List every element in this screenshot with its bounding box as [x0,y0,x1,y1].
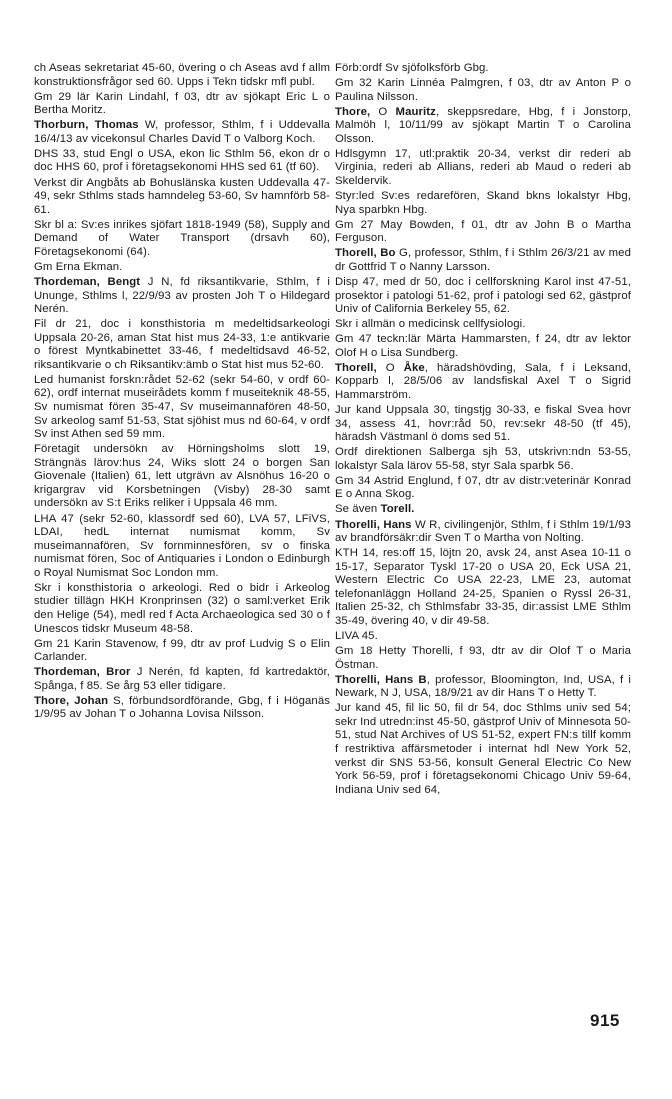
entry-text: , häradshövding, Sala, f i Leksand, Kopparb l, 28/5/06 av landsfiskal Axel T o Sigrid Hammarström. [335,361,631,401]
right-column [335,62,631,799]
biography-entry-thorelli-hans-b [335,674,631,701]
entry-text: J Nerén, fd kapten, fd kartredaktör, Spånga, f 85. Se årg 53 eller tidigare. [34,666,330,692]
entry-text: S, förbundsordförande, Gbg, f i Höganäs 1/9/95 av Johan T o Johanna Lovisa Nilsson. [34,694,331,721]
paragraph: Skr i konsthistoria o arkeologi. Red o bidr i Arkeolog studier tillägn HKH Kronprinsen (32) o saml:verket Erik den Helige (54), medl red f Acta Archaeologica sed 30 o f Unescos tidskr Museum 48-58. [34,581,330,635]
paragraph: Skr i allmän o medicinsk cellfysiologi. [335,318,526,331]
entry-headword: Thordeman, Bengt [34,275,141,288]
see-also-name: Torell. [380,503,415,516]
paragraph: Gm 47 teckn:lär Märta Hammarsten, f 24, dtr av lektor Olof H o Lisa Sundberg. [335,333,631,359]
paragraph: DHS 33, stud Engl o USA, ekon lic Sthlm 56, ekon dr o doc HHS 60, prof i företagsekonomi HHS sed 61 (tf 60). [34,147,330,174]
paragraph: Jur kand 45, fil lic 50, fil dr 54, doc Sthlms univ sed 54; sekr Ind utredn:inst 45-50, gästprof Univ of Minnesota 50-51, stud Nat Archives of US 51-52, expert FN:s tillf komm f restriktiva affärsmetoder i internat hdl New York 52, verkst dir SNS 53-56, konsult General Electric Co New York 56-59, prof i företagsekonomi Chicago Univ 59-64, Indiana Univ sed 64, [335,702,631,796]
paragraph: LHA 47 (sekr 52-60, klassordf sed 60), LVA 57, LFiVS, LDAI, hedL internat numismat komm, Sv museimannafören, Sv fornminnesfören, sv o finska numismat fören, Soc of Antiquaries i London o Edinburgh o Royal Numismat Soc London mm. [34,512,330,579]
paragraph: Gm 32 Karin Linnéa Palmgren, f 03, dtr av Anton P o Paulina Nilsson. [335,77,631,103]
paragraph: Gm 29 lär Karin Lindahl, f 03, dtr av sjökapt Eric L o Bertha Moritz. [34,90,330,117]
paragraph: Fil dr 21, doc i konsthistoria m medeltidsarkeologi Uppsala 20-26, aman Stat hist mus 24-33, 1:e antikvarie o förest Myntkabinettet 33-46, f medeltidsavd 46-52, riksantikvarie o ch Riksantikv:ämb o Stat hist mus 52-60. [34,318,330,371]
entry-headword: Thore, Johan [34,694,109,707]
see-also-reference [335,503,631,517]
paragraph: Led humanist forskn:rådet 52-62 (sekr 54-60, v ordf 60-62), ordf internat museirådets komm f museiteknik 48-55, Sv numismat fören 35-47, Sv museimannafören 48-50, Sv arkeolog samf 51-53, Stat sjöhist mus nd 60-64, v ordf Sv inst Athen sed 59 mm. [34,373,330,441]
biography-entry-thorburn [34,119,330,146]
entry-initial: O [376,361,404,374]
paragraph: Gm Erna Ekman. [34,260,123,273]
entry-headword: Thordeman, Bror [34,666,131,679]
entry-text: , skeppsredare, Hbg, f i Jonstorp, Malmöh l, 10/11/99 av sjökapt Martin T o Carolina Olsson. [335,105,631,145]
paragraph: Hdlsgymn 17, utl:praktik 20-34, verkst dir rederi ab Virginia, rederi ab Allians, rederi ab Maud o rederi ab Skeldervik. [335,147,631,187]
paragraph: Företagit undersökn av Hörningsholms slott 19, Strängnäs lärov:hus 24, Wiks slott 24 o borgen San Giovenale (Italien) 61, lett utgrävn av Alsnöhus 16-20 o krigargrav vid Korsbetningen (Visby) 28-30 samt undersökn av S:t Eriks reliker i Uppsala 46 mm. [34,443,330,510]
see-also-prefix: Se även [335,503,381,516]
entry-text: , professor, Bloomington, Ind, USA, f i Newark, N J, USA, 18/9/21 av dir Hans T o Hetty T. [335,673,631,700]
paragraph: LIVA 45. [335,630,378,642]
paragraph: Jur kand Uppsala 30, tingstjg 30-33, e fiskal Svea hovr 34, assess 41, hovr:råd 50, rev:sekr 48-50 (tf 45), häradsh Västmanl ö doms sed 51. [335,404,631,444]
paragraph: Skr bl a: Sv:es inrikes sjöfart 1818-1949 (58), Supply and Demand of Water Transport (drsavh 60), Företagsekonomi (64). [34,218,330,258]
paragraph: Gm 34 Astrid Englund, f 07, dtr av distr:veterinär Konrad E o Anna Skog. [335,474,631,501]
paragraph: Gm 18 Hetty Thorelli, f 93, dtr av dir Olof T o Maria Östman. [335,645,631,671]
entry-headword: Thorell, [335,361,377,374]
biography-entry-thore-johan [34,695,330,722]
paragraph: Förb:ordf Sv sjöfolksförb Gbg. [335,62,489,74]
paragraph: Verkst dir Angbåts ab Bohuslänska kusten Uddevalla 47-49, sekr Sthlms stads hamndeleg 53-60, Sv hamnförb 58-61. [34,176,330,216]
entry-headword: Thore, [335,105,371,118]
biography-entry-thorelli-hans [335,519,631,546]
page-number: 915 [590,1011,620,1030]
paragraph: Disp 47, med dr 50, doc i cellforskning Karol inst 47-51, prosektor i patologi 51-62, prof i patologi sed 62, gästprof Univ of California Berkeley 55, 62. [335,275,631,316]
entry-initial: O [370,105,396,118]
left-column [34,62,330,723]
biography-entry-thore-mauritz [335,106,631,147]
entry-text: W, professor, Sthlm, f i Uddevalla 16/4/13 av vicekonsul Charles David T o Valborg Koch. [34,119,330,145]
biography-entry-thordeman-bengt [34,276,330,317]
biography-entry-thordeman-bror [34,666,330,693]
paragraph: Styr:led Sv:es redarefören, Skand bkns lokalstyr Hbg, Nya sparbkn Hbg. [335,190,631,216]
paragraph: Ordf direktionen Salberga sjh 53, utskrivn:ndn 53-55, lokalstyr Sala lärov 55-58, styr Sala sparbk 56. [335,446,631,472]
entry-headword-given: Mauritz [395,105,436,118]
entry-headword: Thorelli, Hans B [335,673,427,686]
entry-headword: Thorburn, Thomas [34,119,139,132]
entry-text: W R, civilingenjör, Sthlm, f i Sthlm 19/1/93 av brandförsäkr:dir Sven T o Martha von Nolting. [335,518,631,545]
entry-headword: Thorell, Bo [335,247,396,260]
entry-headword: Thorelli, Hans [335,518,412,531]
biography-entry-thorell-bo [335,247,631,274]
paragraph: Gm 27 May Bowden, f 01, dtr av John B o Martha Ferguson. [335,218,631,245]
entry-headword-given: Åke [403,361,425,374]
entry-text: J N, fd riksantikvarie, Sthlm, f i Ununge, Sthlms l, 22/9/93 av prosten Joh T o Hildegard Nerén. [34,275,330,316]
biography-entry-thorell-ake [335,362,631,403]
entry-text: G, professor, Sthlm, f i Sthlm 26/3/21 av med dr Gottfrid T o Nanny Larsson. [335,247,631,273]
paragraph: Gm 21 Karin Stavenow, f 99, dtr av prof Ludvig S o Elin Carlander. [34,637,330,664]
paragraph: KTH 14, res:off 15, löjtn 20, avsk 24, anst Asea 10-11 o 15-17, Separator Tyskl 17-20 o USA 20, Eck USA 21, Western Electric Co USA 22-23, LME 23, automat telefonanläggn Holland 24-25, Spanien o Ryssl 26-31, Italien 25-32, ch Sthlmsfabr 33-35, dir:assist LME Sthlm 35-49, övering 40, v dir 49-58. [335,547,631,627]
paragraph: ch Aseas sekretariat 45-60, övering o ch Aseas avd f allm konstruktionsfrågor sed 60. Upps i Tekn tidskr mfl publ. [34,62,330,88]
